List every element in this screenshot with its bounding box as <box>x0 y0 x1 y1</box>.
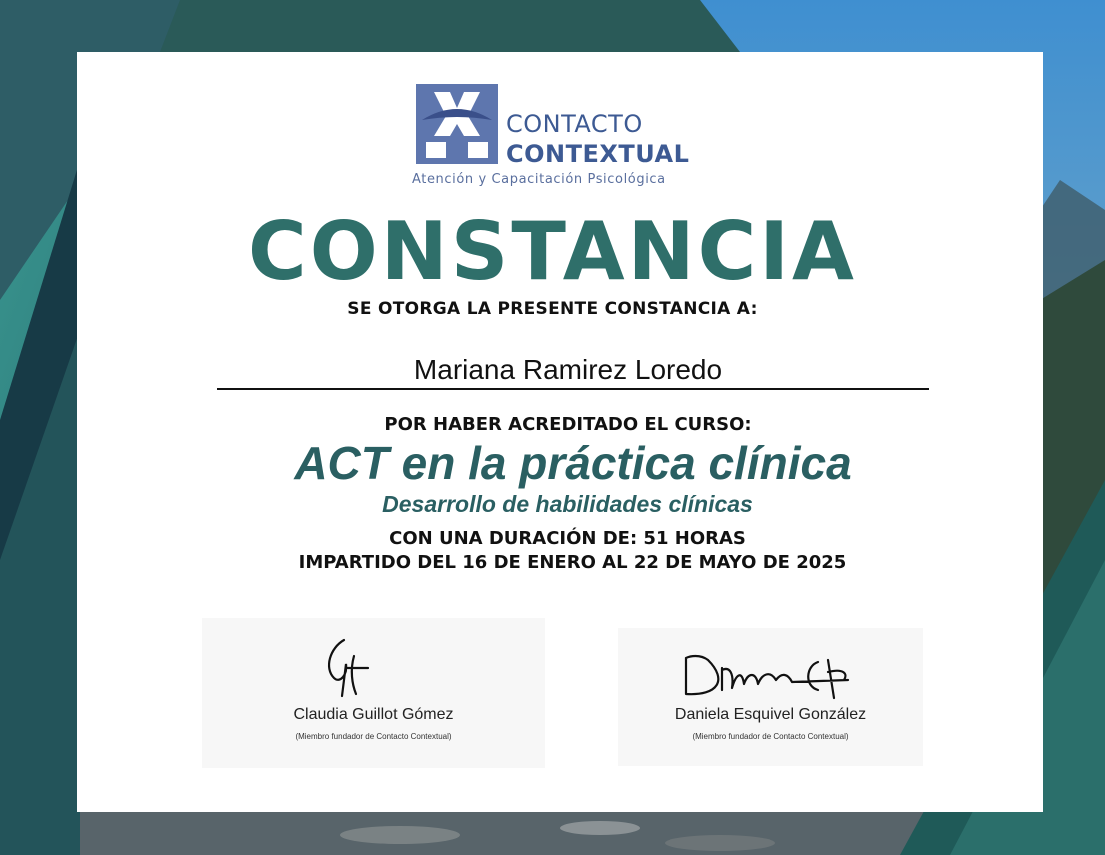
course-title: ACT en la práctica clínica <box>294 437 852 489</box>
brand-name-line1: CONTACTO <box>506 110 643 138</box>
contacto-contextual-logo-icon <box>416 83 498 165</box>
signature-name-2: Daniela Esquivel González <box>674 706 867 723</box>
signature-role-2: (Miembro fundador de Contacto Contextual) <box>692 732 849 741</box>
brand-name-line2: CONTEXTUAL <box>506 140 690 168</box>
certificate-title: CONSTANCIA <box>248 205 857 298</box>
recipient-name: Mariana Ramirez Loredo <box>413 354 723 385</box>
course-subtitle: Desarrollo de habilidades clínicas <box>382 491 753 517</box>
course-dates: IMPARTIDO DEL 16 DE ENERO AL 22 DE MAYO DE 2025 <box>298 552 847 573</box>
grant-text: SE OTORGA LA PRESENTE CONSTANCIA A: <box>347 299 758 319</box>
brand-tagline: Atención y Capacitación Psicológica <box>412 172 666 187</box>
signature-2-icon <box>678 650 858 702</box>
signature-name-1: Claudia Guillot Gómez <box>293 706 454 723</box>
signature-1-icon <box>312 634 382 704</box>
signature-block-2 <box>618 628 923 766</box>
course-duration: CON UNA DURACIÓN DE: 51 HORAS <box>389 528 746 549</box>
signature-role-1: (Miembro fundador de Contacto Contextual) <box>295 732 452 741</box>
signature-block-1 <box>202 618 545 768</box>
recipient-underline <box>217 388 929 390</box>
accredited-text: POR HABER ACREDITADO EL CURSO: <box>384 414 752 435</box>
